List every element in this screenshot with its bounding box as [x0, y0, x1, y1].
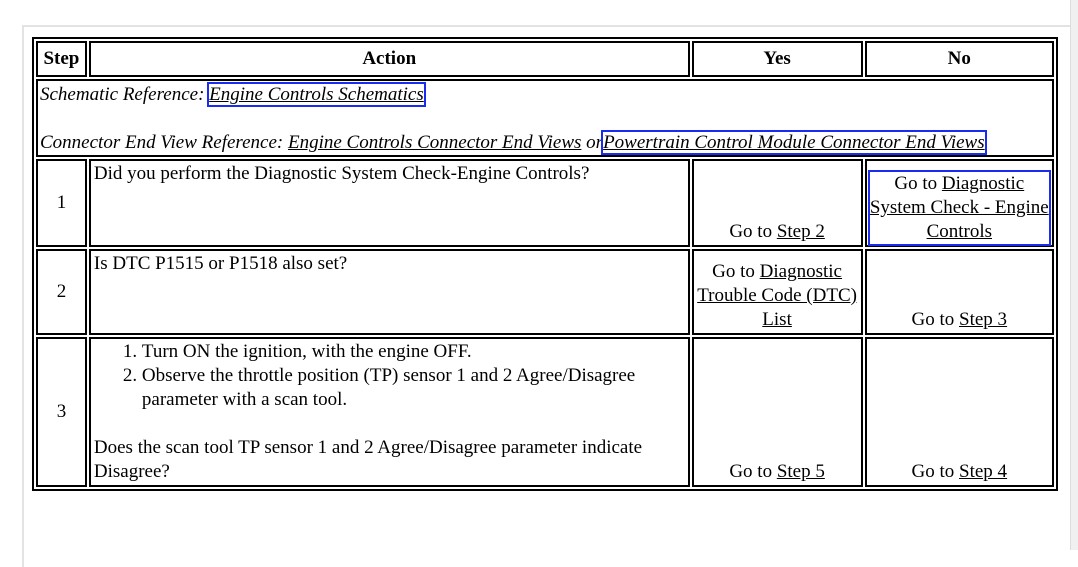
action-steps — [94, 340, 685, 412]
no-link[interactable]: Diagnostic System Check - Engine Controls — [869, 173, 1049, 242]
header-no: No — [865, 41, 1054, 77]
no-link[interactable]: Step 4 — [959, 461, 1008, 482]
no-link[interactable]: Step 3 — [959, 309, 1008, 330]
action-question: Does the scan tool TP sensor 1 and 2 Agree/Disagree parameter indicate Disagree? — [93, 437, 643, 482]
table-row — [36, 249, 1054, 335]
header-yes: Yes — [692, 41, 863, 77]
yes-cell: Go to Step 5 — [692, 337, 863, 487]
yes-link[interactable]: Step 2 — [776, 221, 825, 242]
no-cell: Go to Step 3 — [865, 249, 1054, 335]
step-number: 1 — [36, 159, 87, 247]
action-cell — [89, 337, 690, 487]
action-text: Is DTC P1515 or P1518 also set? — [89, 249, 690, 335]
step-number: 2 — [36, 249, 87, 335]
header-step: Step — [36, 41, 87, 77]
yes-cell: Go to Diagnostic Trouble Code (DTC) List — [692, 249, 863, 335]
schematic-link[interactable]: Engine Controls Schematics — [209, 84, 424, 105]
header-row — [36, 41, 1054, 77]
connector-label: Connector End View Reference: — [40, 132, 284, 153]
yes-link[interactable]: Step 5 — [776, 461, 825, 482]
or-text: or — [586, 132, 604, 153]
step-number: 3 — [36, 337, 87, 487]
action-text: Did you perform the Diagnostic System Check-Engine Controls? — [89, 159, 690, 247]
scrollbar[interactable] — [1070, 0, 1078, 550]
diagnostic-table — [32, 37, 1058, 491]
reference-row — [36, 79, 1054, 157]
table-row — [36, 159, 1054, 247]
connector-end-views-link[interactable]: Engine Controls Connector End Views — [287, 132, 582, 153]
pcm-connector-link[interactable]: Powertrain Control Module Connector End Views — [603, 132, 985, 153]
action-step: 2. Observe the throttle position (TP) sensor 1 and 2 Agree/Disagree parameter with a scan tool. — [142, 364, 685, 412]
yes-cell: Go to Step 2 — [692, 159, 863, 247]
schematic-label: Schematic Reference: — [40, 84, 205, 105]
no-cell: Go to Step 4 — [865, 337, 1054, 487]
yes-link[interactable]: Diagnostic Trouble Code (DTC) List — [697, 261, 857, 330]
action-step: 1. Turn ON the ignition, with the engine OFF. — [142, 340, 685, 364]
no-cell: Go to Diagnostic System Check - Engine Controls — [865, 159, 1054, 247]
header-action: Action — [89, 41, 690, 77]
table-row — [36, 337, 1054, 487]
